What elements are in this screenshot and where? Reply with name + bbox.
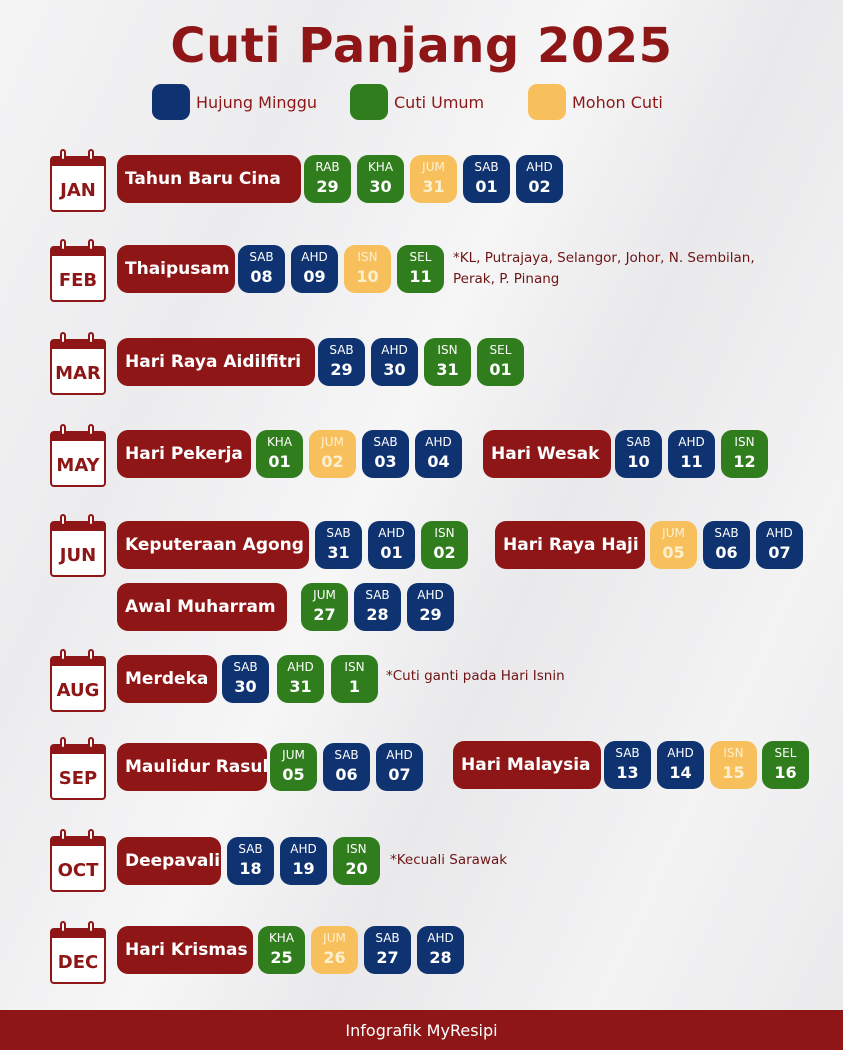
month-label: MAY	[56, 455, 100, 476]
calendar-icon	[50, 339, 106, 395]
legend-swatch-weekend	[152, 84, 190, 120]
calendar-icon	[50, 431, 106, 487]
holiday-name: Deepavali	[117, 837, 221, 885]
calendar-icon	[50, 156, 106, 212]
day-badge: SAB 29	[318, 338, 365, 386]
day-badge: JUM 05	[650, 521, 697, 569]
holiday-name: Hari Pekerja	[117, 430, 251, 478]
day-badge: SAB 06	[703, 521, 750, 569]
note-merdeka: *Cuti ganti pada Hari Isnin	[386, 668, 565, 684]
holiday-name: Keputeraan Agong	[117, 521, 309, 569]
calendar-icon	[50, 744, 106, 800]
day-badge: SAB 03	[362, 430, 409, 478]
day-badge: AHD 11	[668, 430, 715, 478]
legend-label-leave: Mohon Cuti	[572, 92, 663, 112]
month-label: OCT	[57, 860, 99, 881]
day-badge: AHD 02	[516, 155, 563, 203]
holiday-name: Maulidur Rasul	[117, 743, 267, 791]
day-badge: JUM 05	[270, 743, 317, 791]
day-badge: AHD 07	[756, 521, 803, 569]
day-badge: KHA 25	[258, 926, 305, 974]
day-badge: SAB 18	[227, 837, 274, 885]
note-deepavali: *Kecuali Sarawak	[390, 852, 508, 868]
day-badge: AHD 30	[371, 338, 418, 386]
holiday-name: Hari Krismas	[117, 926, 253, 974]
day-badge: SAB 31	[315, 521, 362, 569]
day-badge: ISN 10	[344, 245, 391, 293]
month-label: FEB	[58, 270, 98, 291]
day-badge: ISN 20	[333, 837, 380, 885]
legend-item-public-holiday	[350, 84, 484, 120]
day-badge: AHD 31	[277, 655, 324, 703]
legend-swatch-leave	[528, 84, 566, 120]
day-badge: AHD 29	[407, 583, 454, 631]
day-badge: SEL 01	[477, 338, 524, 386]
day-badge: ISN 1	[331, 655, 378, 703]
calendar-icon	[50, 521, 106, 577]
day-badge: KHA 30	[357, 155, 404, 203]
month-label: JUN	[59, 545, 97, 566]
day-badge: AHD 09	[291, 245, 338, 293]
day-badge: SEL 11	[397, 245, 444, 293]
holiday-name: Awal Muharram	[117, 583, 287, 631]
calendar-icon	[50, 836, 106, 892]
holiday-name: Hari Wesak	[483, 430, 611, 478]
day-badge: ISN 31	[424, 338, 471, 386]
page-title: Cuti Panjang 2025	[170, 18, 673, 74]
day-badge: AHD 28	[417, 926, 464, 974]
day-badge: ISN 12	[721, 430, 768, 478]
day-badge: JUM 27	[301, 583, 348, 631]
month-label: DEC	[57, 952, 99, 973]
day-badge: JUM 02	[309, 430, 356, 478]
legend-label-public-holiday: Cuti Umum	[394, 92, 485, 112]
day-badge: SEL 16	[762, 741, 809, 789]
legend	[150, 84, 710, 120]
month-label: MAR	[55, 363, 101, 384]
holiday-name: Hari Raya Haji	[495, 521, 645, 569]
calendar-icon	[50, 246, 106, 302]
legend-item-leave	[528, 84, 663, 120]
day-badge: ISN 15	[710, 741, 757, 789]
month-label: JAN	[60, 180, 96, 201]
month-label: SEP	[58, 768, 98, 789]
day-badge: SAB 10	[615, 430, 662, 478]
day-badge: AHD 07	[376, 743, 423, 791]
legend-label-weekend: Hujung Minggu	[196, 92, 317, 112]
day-badge: SAB 08	[238, 245, 285, 293]
day-badge: AHD 01	[368, 521, 415, 569]
day-badge: AHD 19	[280, 837, 327, 885]
day-badge: ISN 02	[421, 521, 468, 569]
footer-credit: Infografik MyResipi	[0, 1010, 843, 1050]
holiday-name: Hari Raya Aidilfitri	[117, 338, 315, 386]
holiday-name: Tahun Baru Cina	[117, 155, 301, 203]
calendar-icon	[50, 656, 106, 712]
calendar-icon	[50, 928, 106, 984]
month-label: AUG	[56, 680, 100, 701]
day-badge: SAB 06	[323, 743, 370, 791]
day-badge: SAB 30	[222, 655, 269, 703]
day-badge: SAB 28	[354, 583, 401, 631]
day-badge: JUM 31	[410, 155, 457, 203]
legend-swatch-public-holiday	[350, 84, 388, 120]
holiday-name: Thaipusam	[117, 245, 235, 293]
note-thaipusam-line1: *KL, Putrajaya, Selangor, Johor, N. Sembilan,	[453, 250, 755, 266]
day-badge: RAB 29	[304, 155, 351, 203]
day-badge: AHD 04	[415, 430, 462, 478]
holiday-name: Merdeka	[117, 655, 217, 703]
day-badge: KHA 01	[256, 430, 303, 478]
holiday-name: Hari Malaysia	[453, 741, 601, 789]
day-badge: SAB 13	[604, 741, 651, 789]
legend-item-weekend	[152, 84, 317, 120]
day-badge: AHD 14	[657, 741, 704, 789]
day-badge: SAB 01	[463, 155, 510, 203]
day-badge: JUM 26	[311, 926, 358, 974]
note-thaipusam-line2: Perak, P. Pinang	[453, 271, 560, 287]
day-badge: SAB 27	[364, 926, 411, 974]
